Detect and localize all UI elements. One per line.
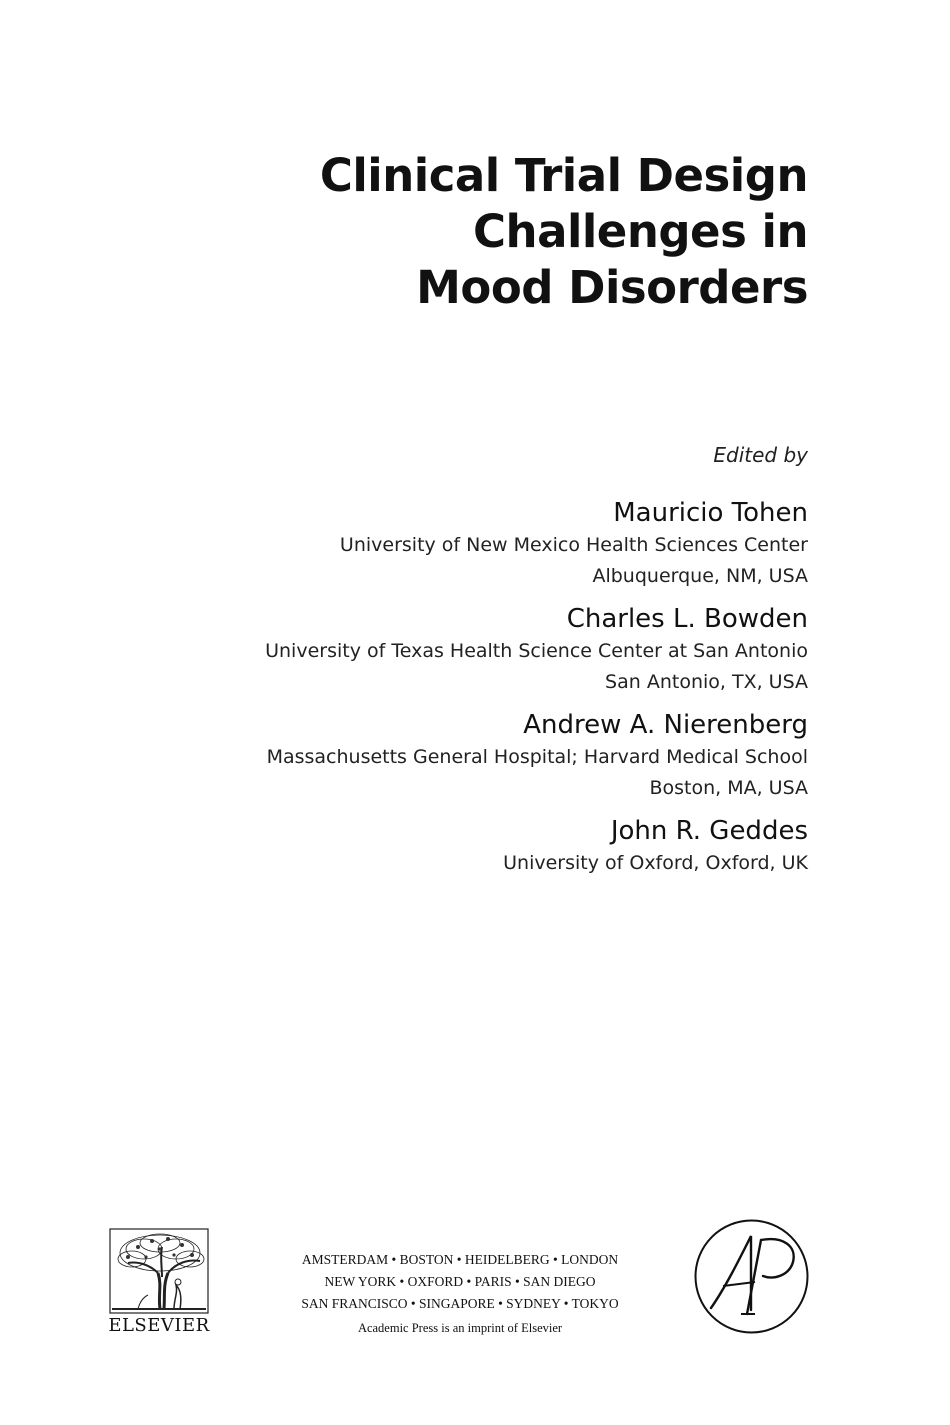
academic-press-logo <box>693 1218 810 1335</box>
editor-name: Mauricio Tohen <box>613 498 808 528</box>
elsevier-tree-icon <box>108 1227 210 1317</box>
editor-affiliation: University of Oxford, Oxford, UK <box>503 852 808 874</box>
elsevier-wordmark: ELSEVIER <box>108 1315 210 1336</box>
editor-entry <box>48 602 808 698</box>
editor-affiliation: University of Texas Health Science Center at San Antonio <box>265 640 808 662</box>
editor-entry <box>48 814 808 879</box>
editor-location: Albuquerque, NM, USA <box>592 565 808 587</box>
cities-line: SAN FRANCISCO • SINGAPORE • SYDNEY • TOKYO <box>301 1296 619 1311</box>
publisher-footer <box>0 1215 950 1345</box>
academic-press-ap-icon <box>693 1218 810 1335</box>
editor-affiliation: University of New Mexico Health Sciences Center <box>339 534 808 556</box>
editor-name: Charles L. Bowden <box>566 604 808 634</box>
cities-line: NEW YORK • OXFORD • PARIS • SAN DIEGO <box>324 1274 596 1289</box>
publisher-cities <box>270 1249 650 1315</box>
editors-block <box>48 440 808 889</box>
cities-line: AMSTERDAM • BOSTON • HEIDELBERG • LONDON <box>301 1252 619 1267</box>
editor-name: John R. Geddes <box>610 816 808 846</box>
title-line-2: Challenges in <box>473 205 808 258</box>
editor-affiliation: Massachusetts General Hospital; Harvard Medical School <box>266 746 808 768</box>
imprint-note: Academic Press is an imprint of Elsevier <box>357 1321 563 1335</box>
edited-by-label: Edited by <box>713 443 808 467</box>
editor-name: Andrew A. Nierenberg <box>523 710 808 740</box>
book-title <box>168 148 808 316</box>
editor-location: Boston, MA, USA <box>649 777 808 799</box>
editor-location: San Antonio, TX, USA <box>605 671 808 693</box>
title-line-1: Clinical Trial Design <box>319 149 808 202</box>
title-line-3: Mood Disorders <box>416 261 808 314</box>
editor-entry <box>48 708 808 804</box>
editor-entry <box>48 496 808 592</box>
elsevier-logo <box>108 1227 210 1339</box>
